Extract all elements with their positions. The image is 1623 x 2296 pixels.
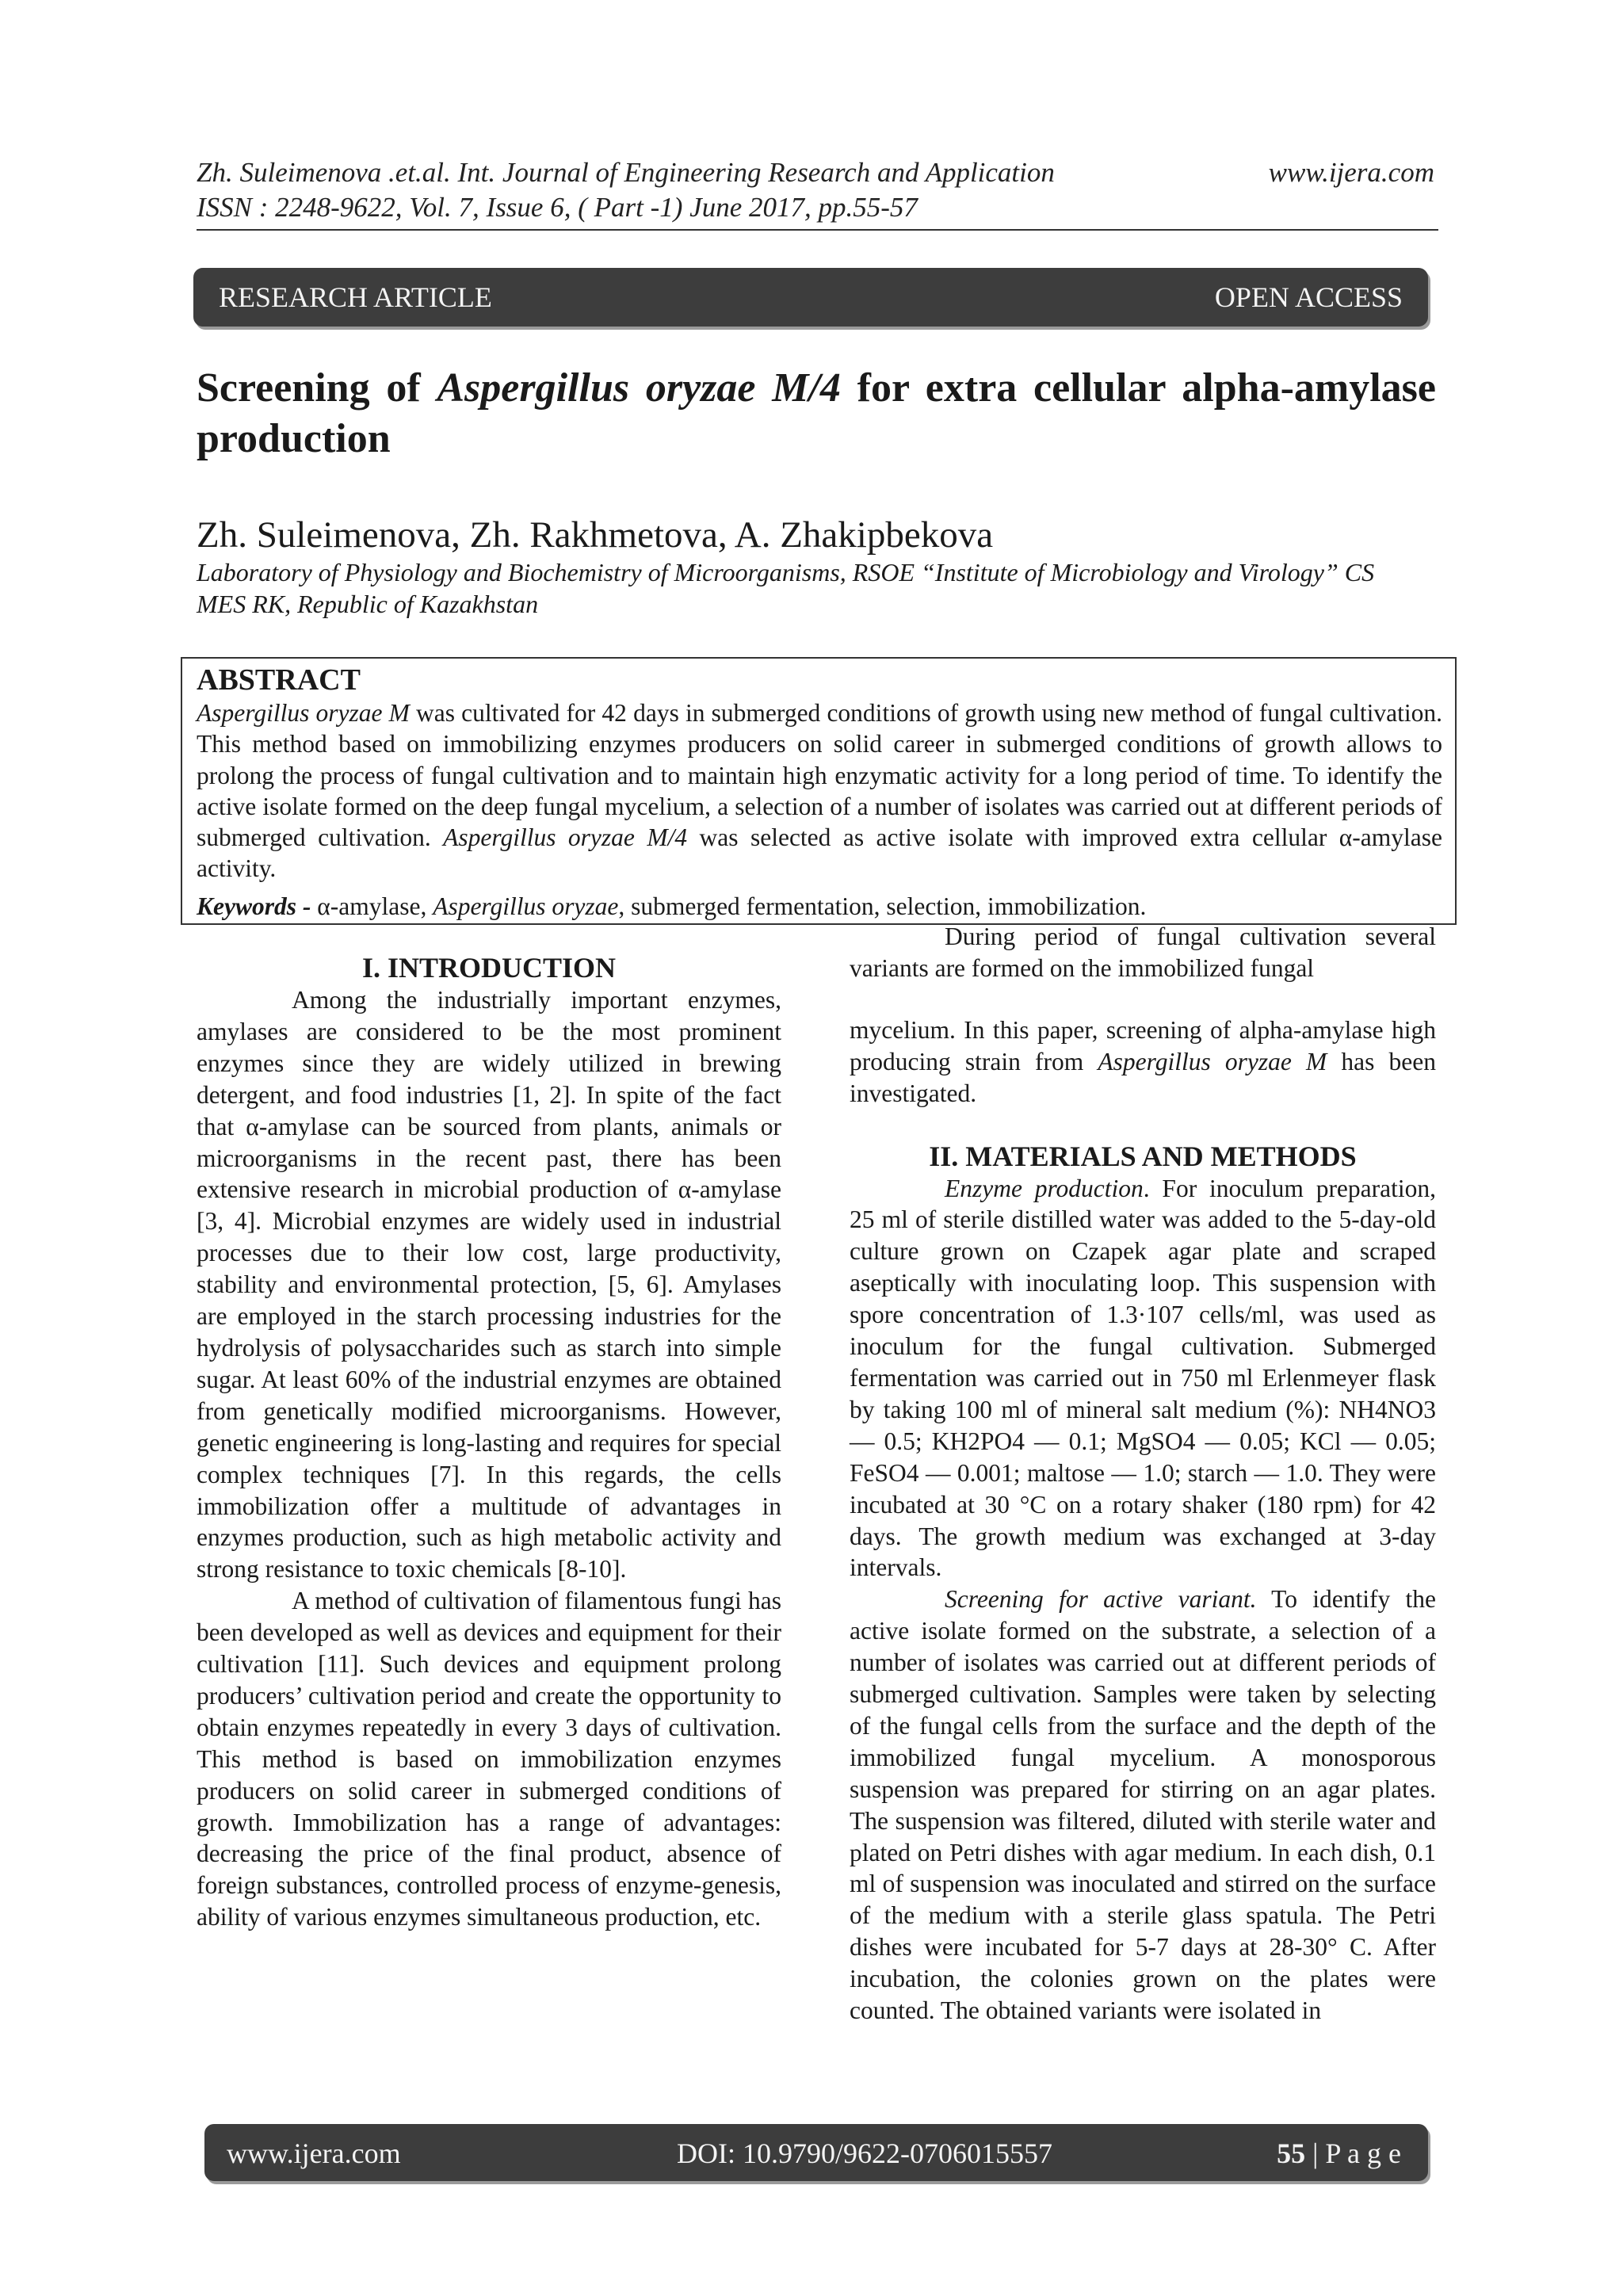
abstract-species-2: Aspergillus oryzae M/4 xyxy=(443,823,688,852)
intro-cont-species: Aspergillus oryzae M xyxy=(1098,1047,1327,1075)
abstract-heading: ABSTRACT xyxy=(197,663,361,697)
abstract-text xyxy=(197,697,1442,884)
running-header xyxy=(197,155,1434,225)
abstract-body1: was cultivated for 42 days in submerged conditions of growth using new method of fungal cultivation. This method based on immobilizing enzymes producers on solid career in submerged conditions of growth allows to prolong the process of fungal cultivation and to maintain high enzymatic activity for a long period of time. To identify the active isolate formed on the deep fungal mycelium, a selection of a number of isolates was carried out at different periods of submerged cultivation. xyxy=(197,699,1442,852)
screening-label: Screening for active variant. xyxy=(945,1585,1257,1614)
left-column xyxy=(197,951,781,1933)
intro-paragraph-2: A method of cultivation of filamentous fungi has been developed as well as devices and equipment for their cultivation [11]. Such devices and equipment prolong producers’ cultivation period and create the opportunity to obtain enzymes repeatedly in every 3 days of cultivation. This method is based on immobilization enzymes producers on solid career in submerged conditions of growth. Immobilization has a range of advantages: decreasing the price of the final product, absence of foreign substances, controlled process of enzyme-genesis, ability of various enzymes simultaneous production, etc. xyxy=(197,1587,781,1931)
abstract-body2: was selected as active isolate with improved extra cellular α-amylase activity. xyxy=(197,823,1442,883)
intro-cont-text-2: has been investigated. xyxy=(850,1047,1437,1107)
keywords-part2: , submerged fermentation, selection, immobilization. xyxy=(618,892,1147,920)
intro-paragraph-1: Among the industrially important enzymes, amylases are considered to be the most prominent enzymes since they are widely utilized in brewing detergent, and food industries [1, 2]. In spite of the fact that α-amylase can be sourced from plants, animals or microorganisms in the recent past, there has been extensive research in microbial production of α-amylase [3, 4]. Microbial enzymes are widely used in industrial processes due to their low cost, large productivity, stability and environmental protection, [5, 6]. Amylases are employed in the starch processing industries for the hydrolysis of polysaccharides such as starch into simple sugar. At least 60% of the industrial enzymes are obtained from genetically modified microorganisms. However, genetic engineering is long-lasting and requires for special complex techniques [7]. In this regards, the cells immobilization offer a multitude of advantages in enzymes production, such as high metabolic activity and strong resistance to toxic chemicals [8-10]. xyxy=(197,986,781,1584)
screening-paragraph xyxy=(850,1584,1436,2027)
header-divider xyxy=(197,229,1438,231)
page-label: | P a g e xyxy=(1305,2137,1401,2169)
keywords-species: Aspergillus oryzae xyxy=(433,892,619,920)
research-article-label: RESEARCH ARTICLE xyxy=(219,281,492,313)
enzyme-production-label: Enzyme production xyxy=(945,1174,1144,1202)
issue-info: ISSN : 2248-9622, Vol. 7, Issue 6, ( Part -1) June 2017, pp.55-57 xyxy=(197,192,918,223)
page-number: 55 xyxy=(1277,2137,1306,2169)
enzyme-production-paragraph xyxy=(850,1173,1436,1584)
keywords-part1: α-amylase, xyxy=(311,892,433,920)
screening-text: To identify the active isolate formed on the substrate, a selection of a number of isolates was carried out at different periods of submerged cultivation. Samples were taken by selecting of the fungal cells from the surface and the depth of the immobilized fungal mycelium. A monosporous suspension was prepared for stirring on an agar plates. The suspension was filtered, diluted with sterile water and plated on Petri dishes with agar medium. In each dish, 0.1 ml of suspension was inoculated and stirred on the surface of the medium with a sterile glass spatula. The Petri dishes were incubated for 5-7 days at 28-30° C. After incubation, the colonies grown on the plates were counted. The obtained variants were isolated in xyxy=(850,1585,1436,2025)
affiliation: Laboratory of Physiology and Biochemistry of Microorganisms, RSOE “Institute of Microbiology and Virology” CS MES RK, Republic of Kazakhstan xyxy=(197,558,1375,618)
title-part1: Screening of xyxy=(197,365,437,411)
keywords xyxy=(197,891,1442,923)
right-column xyxy=(850,921,1436,2027)
intro-continued: During period of fungal cultivation several variants are formed on the immobilized fungal xyxy=(850,923,1436,982)
title-part2: for extra cellular alpha-amylase production xyxy=(197,365,1436,461)
abstract-species: Aspergillus oryzae M xyxy=(197,699,410,727)
footer-website[interactable]: www.ijera.com xyxy=(227,2137,401,2169)
article-type-banner xyxy=(193,268,1428,327)
journal-website[interactable]: www.ijera.com xyxy=(1268,157,1434,188)
intro-continued-2 xyxy=(850,1014,1436,1110)
authors: Zh. Suleimenova, Zh. Rakhmetova, A. Zhakipbekova xyxy=(197,514,994,556)
keywords-label: Keywords - xyxy=(197,892,311,920)
intro-cont-text: mycelium. In this paper, screening of alpha-amylase high producing strain from xyxy=(850,1015,1436,1075)
open-access-label: OPEN ACCESS xyxy=(1214,281,1403,313)
title-species: Aspergillus oryzae M/4 xyxy=(437,365,841,411)
enzyme-production-text: . For inoculum preparation, 25 ml of sterile distilled water was added to the 5-day-old culture grown on Czapek agar plate and scraped aseptically with inoculating loop. This suspension with spore concentration of 1.3·107 cells/ml, was used as inoculum for the fungal cultivation. Submerged fermentation was carried out in 750 ml Erlenmeyer flask by taking 100 ml of mineral salt medium (%): NH4NO3 — 0.5; KH2PO4 — 0.1; MgSO4 — 0.05; KCl — 0.05; FeSO4 — 0.001; maltose — 1.0; starch — 1.0. They were incubated at 30 °C on a rotary shaker (180 rpm) for 42 days. The growth medium was exchanged at 3-day intervals. xyxy=(850,1174,1436,1582)
page-footer xyxy=(204,2124,1428,2181)
journal-citation: Zh. Suleimenova .et.al. Int. Journal of Engineering Research and Application xyxy=(197,157,1055,188)
footer-doi[interactable]: DOI: 10.9790/9622-0706015557 xyxy=(677,2137,1052,2169)
section-heading-introduction: I. INTRODUCTION xyxy=(361,952,617,984)
footer-page xyxy=(1277,2137,1401,2170)
section-heading-methods: II. MATERIALS AND METHODS xyxy=(929,1140,1357,1172)
paper-title xyxy=(197,363,1436,464)
